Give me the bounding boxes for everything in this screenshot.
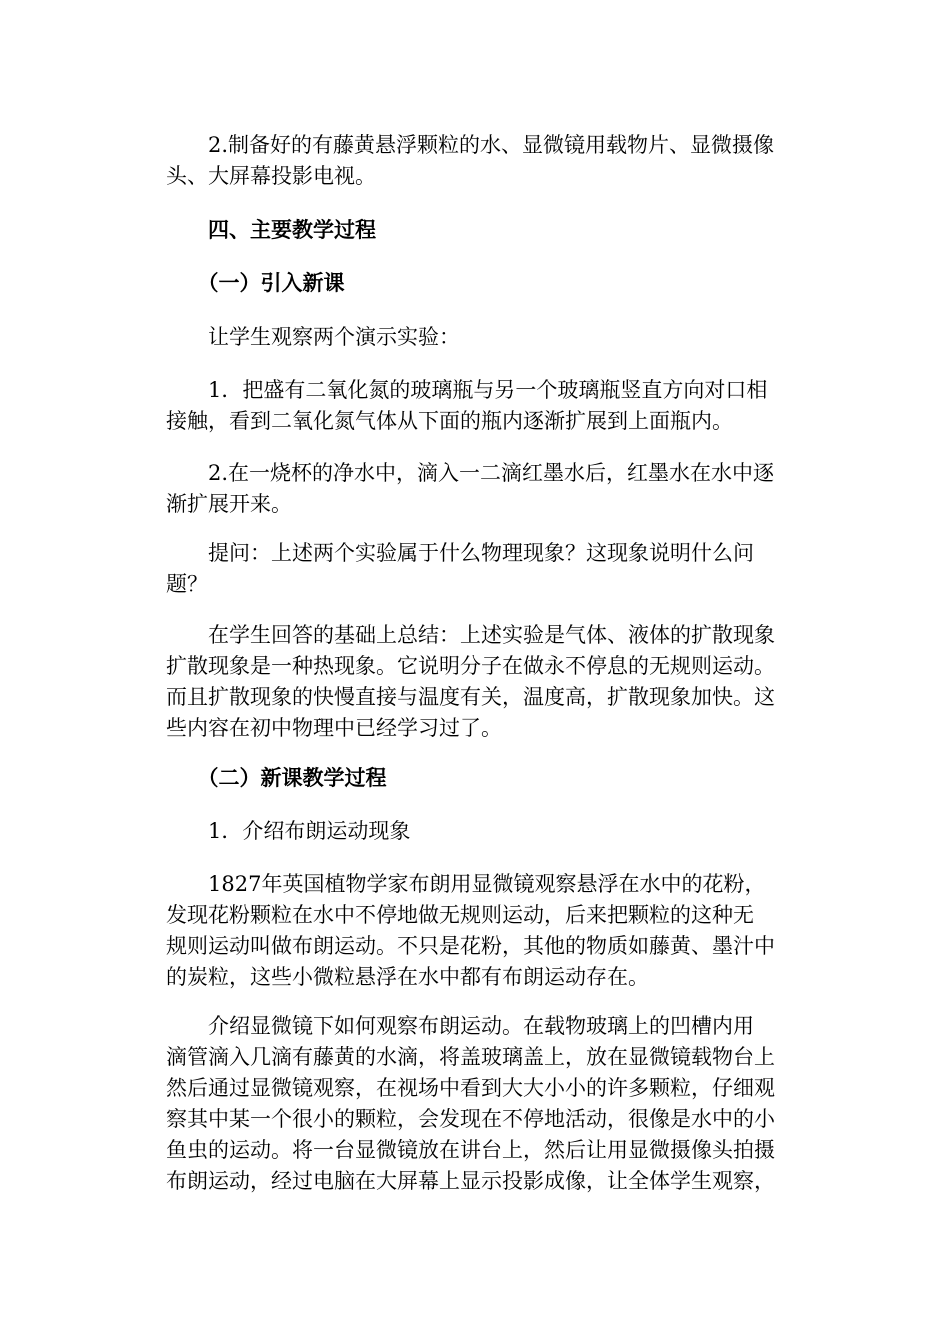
text-line: 让学生观察两个演示实验：: [166, 325, 460, 349]
text-line: 接触，看到二氧化氮气体从下面的瓶内逐渐扩展到上面瓶内。: [166, 409, 733, 433]
text-line: 规则运动叫做布朗运动。不只是花粉，其他的物质如藤黄、墨汁中: [166, 934, 775, 958]
text-line: 察其中某一个很小的颗粒，会发现在不停地活动，很像是水中的小: [166, 1107, 775, 1131]
paragraph-microscope: [166, 1011, 794, 1197]
text-line: 1827年英国植物学家布朗用显微镜观察悬浮在水中的花粉，: [166, 872, 766, 896]
text-line: 发现花粉颗粒在水中不停地做无规则运动，后来把颗粒的这种无: [166, 903, 754, 927]
subsection-heading-new-lesson: [166, 762, 794, 793]
subsection-heading-intro: [166, 267, 794, 298]
text-line: 布朗运动，经过电脑在大屏幕上显示投影成像，让全体学生观察，: [166, 1169, 775, 1193]
text-line: 些内容在初中物理中已经学习过了。: [166, 716, 502, 740]
text-line: 头、大屏幕投影电视。: [166, 164, 376, 188]
paragraph-experiment-2: [166, 458, 794, 520]
text-line: 扩散现象是一种热现象。它说明分子在做永不停息的无规则运动。: [166, 654, 775, 678]
text-line: 1．介绍布朗运动现象: [166, 819, 411, 843]
text-line: （一）引入新课: [166, 270, 345, 295]
text-line: 介绍显微镜下如何观察布朗运动。在载物玻璃上的凹槽内用: [166, 1014, 754, 1038]
paragraph-history: [166, 869, 794, 993]
text-line: 1．把盛有二氧化氮的玻璃瓶与另一个玻璃瓶竖直方向对口相: [166, 378, 768, 402]
paragraph-experiment-1: [166, 375, 794, 437]
paragraph-materials: [166, 130, 794, 192]
text-line: 而且扩散现象的快慢直接与温度有关，温度高，扩散现象加快。这: [166, 685, 775, 709]
text-line: 在学生回答的基础上总结：上述实验是气体、液体的扩散现象: [166, 623, 775, 647]
text-line: 然后通过显微镜观察，在视场中看到大大小小的许多颗粒，仔细观: [166, 1076, 775, 1100]
text-line: 2.制备好的有藤黄悬浮颗粒的水、显微镜用载物片、显微摄像: [166, 133, 775, 157]
text-line: （二）新课教学过程: [166, 765, 387, 790]
text-line: 鱼虫的运动。将一台显微镜放在讲台上，然后让用显微摄像头拍摄: [166, 1138, 775, 1162]
paragraph-topic-1: [166, 816, 794, 847]
text-line: 2.在一烧杯的净水中，滴入一二滴红墨水后，红墨水在水中逐: [166, 461, 775, 485]
text-line: 四、主要教学过程: [166, 217, 376, 242]
text-line: 滴管滴入几滴有藤黄的水滴，将盖玻璃盖上，放在显微镜载物台上: [166, 1045, 775, 1069]
text-line: 渐扩展开来。: [166, 492, 292, 516]
text-line: 提问：上述两个实验属于什么物理现象？这现象说明什么问: [166, 541, 754, 565]
section-heading: [166, 214, 794, 245]
paragraph-intro: [166, 322, 794, 353]
text-line: 题？: [166, 572, 208, 596]
text-line: 的炭粒，这些小微粒悬浮在水中都有布朗运动存在。: [166, 965, 649, 989]
paragraph-question: [166, 538, 794, 600]
paragraph-summary: [166, 620, 794, 744]
